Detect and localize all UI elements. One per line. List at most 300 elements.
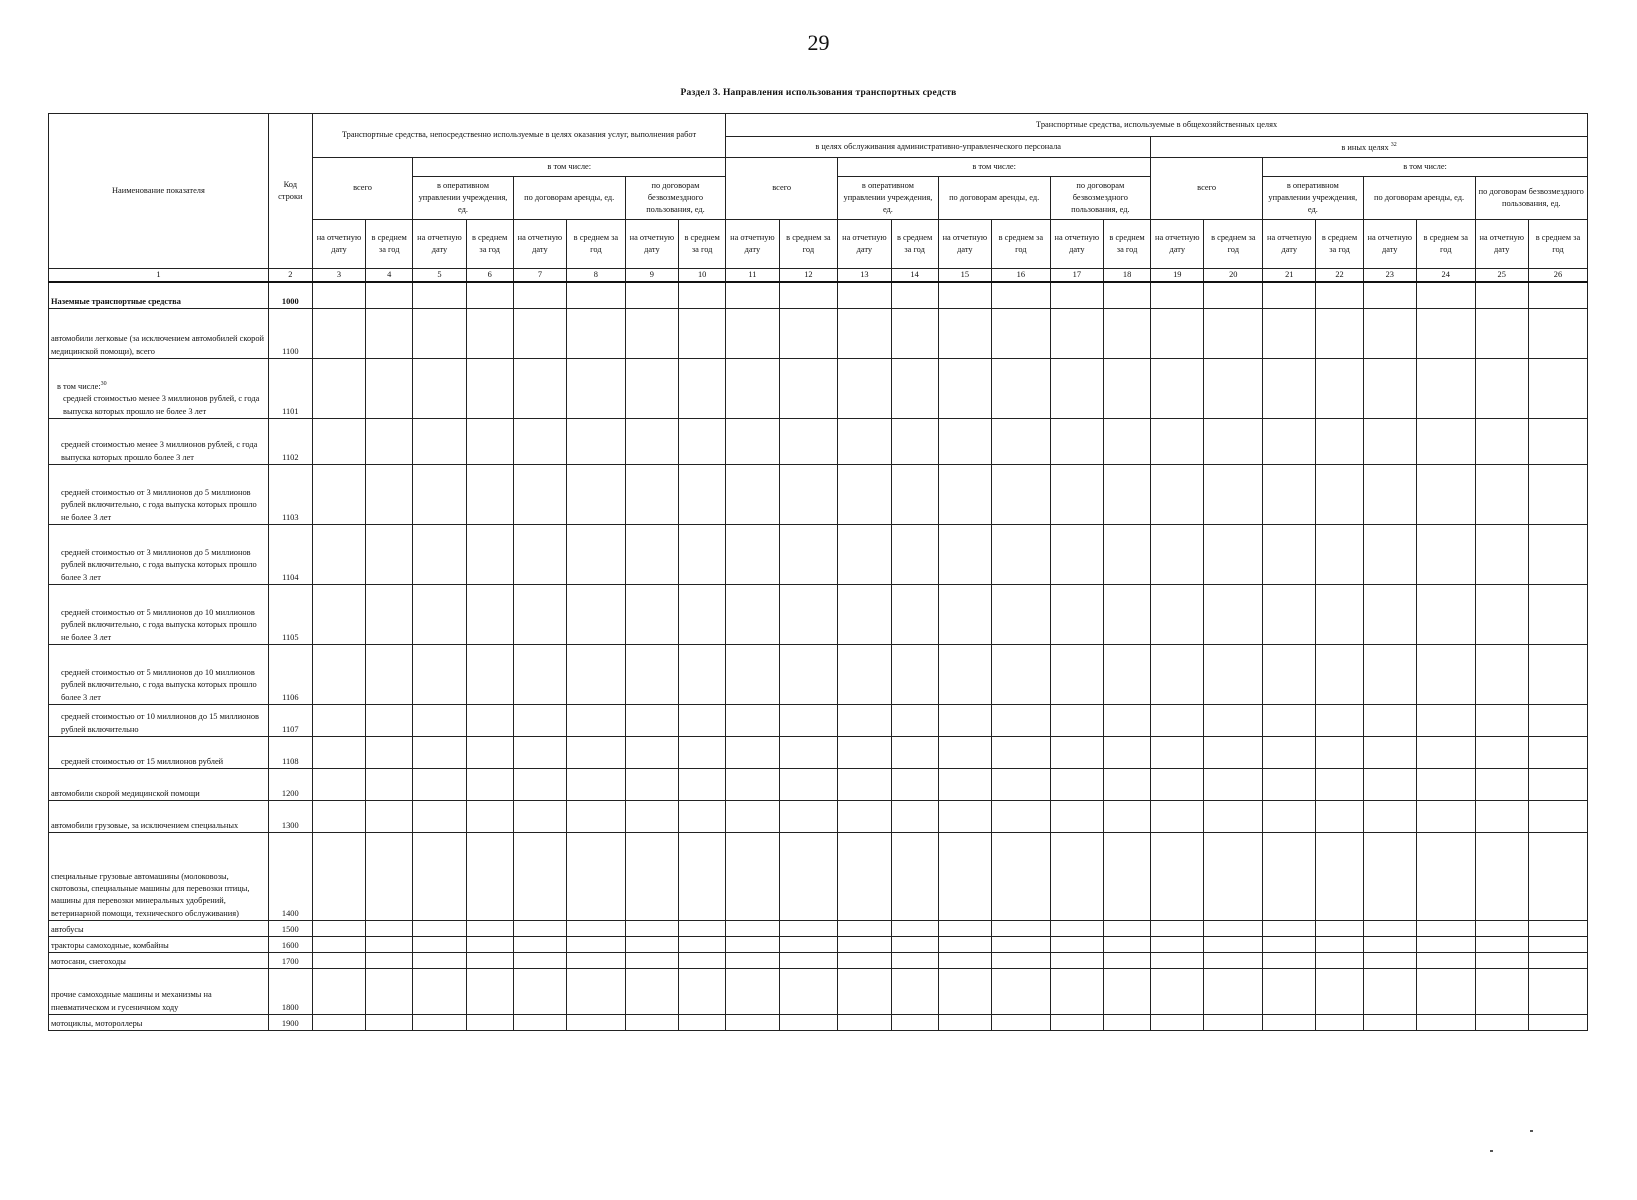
value-cell[interactable] <box>513 952 566 968</box>
value-cell[interactable] <box>1050 832 1103 920</box>
value-cell[interactable] <box>1151 1014 1204 1030</box>
value-cell[interactable] <box>1104 308 1151 358</box>
value-cell[interactable] <box>1151 704 1204 736</box>
value-cell[interactable] <box>366 644 413 704</box>
value-cell[interactable] <box>891 936 938 952</box>
value-cell[interactable] <box>1363 644 1416 704</box>
value-cell[interactable] <box>891 832 938 920</box>
value-cell[interactable] <box>679 1014 726 1030</box>
value-cell[interactable] <box>838 968 891 1014</box>
value-cell[interactable] <box>466 800 513 832</box>
value-cell[interactable] <box>726 952 779 968</box>
value-cell[interactable] <box>312 704 365 736</box>
value-cell[interactable] <box>891 736 938 768</box>
value-cell[interactable] <box>838 464 891 524</box>
value-cell[interactable] <box>1416 584 1475 644</box>
value-cell[interactable] <box>1475 920 1528 936</box>
value-cell[interactable] <box>312 1014 365 1030</box>
value-cell[interactable] <box>992 768 1051 800</box>
value-cell[interactable] <box>1263 952 1316 968</box>
value-cell[interactable] <box>567 524 626 584</box>
value-cell[interactable] <box>1316 832 1363 920</box>
value-cell[interactable] <box>312 464 365 524</box>
value-cell[interactable] <box>1475 1014 1528 1030</box>
value-cell[interactable] <box>1316 968 1363 1014</box>
value-cell[interactable] <box>1263 524 1316 584</box>
value-cell[interactable] <box>1050 1014 1103 1030</box>
value-cell[interactable] <box>1363 800 1416 832</box>
value-cell[interactable] <box>891 308 938 358</box>
value-cell[interactable] <box>466 832 513 920</box>
value-cell[interactable] <box>1528 1014 1587 1030</box>
value-cell[interactable] <box>466 358 513 418</box>
value-cell[interactable] <box>891 1014 938 1030</box>
value-cell[interactable] <box>679 282 726 308</box>
value-cell[interactable] <box>726 418 779 464</box>
value-cell[interactable] <box>779 308 838 358</box>
value-cell[interactable] <box>466 282 513 308</box>
value-cell[interactable] <box>1204 358 1263 418</box>
value-cell[interactable] <box>513 736 566 768</box>
value-cell[interactable] <box>312 418 365 464</box>
value-cell[interactable] <box>1204 952 1263 968</box>
value-cell[interactable] <box>1263 936 1316 952</box>
value-cell[interactable] <box>366 768 413 800</box>
value-cell[interactable] <box>1204 768 1263 800</box>
value-cell[interactable] <box>466 920 513 936</box>
value-cell[interactable] <box>838 358 891 418</box>
value-cell[interactable] <box>1104 282 1151 308</box>
value-cell[interactable] <box>1050 644 1103 704</box>
value-cell[interactable] <box>838 832 891 920</box>
value-cell[interactable] <box>366 952 413 968</box>
value-cell[interactable] <box>992 644 1051 704</box>
value-cell[interactable] <box>366 1014 413 1030</box>
value-cell[interactable] <box>1204 524 1263 584</box>
value-cell[interactable] <box>366 832 413 920</box>
value-cell[interactable] <box>312 936 365 952</box>
value-cell[interactable] <box>567 1014 626 1030</box>
value-cell[interactable] <box>625 920 678 936</box>
value-cell[interactable] <box>1104 936 1151 952</box>
value-cell[interactable] <box>938 952 991 968</box>
value-cell[interactable] <box>513 464 566 524</box>
value-cell[interactable] <box>567 282 626 308</box>
value-cell[interactable] <box>1475 952 1528 968</box>
value-cell[interactable] <box>779 464 838 524</box>
value-cell[interactable] <box>1416 736 1475 768</box>
value-cell[interactable] <box>1263 704 1316 736</box>
value-cell[interactable] <box>838 920 891 936</box>
value-cell[interactable] <box>413 936 466 952</box>
value-cell[interactable] <box>1363 920 1416 936</box>
value-cell[interactable] <box>992 418 1051 464</box>
value-cell[interactable] <box>1104 464 1151 524</box>
value-cell[interactable] <box>779 936 838 952</box>
value-cell[interactable] <box>779 832 838 920</box>
value-cell[interactable] <box>679 952 726 968</box>
value-cell[interactable] <box>312 952 365 968</box>
value-cell[interactable] <box>992 584 1051 644</box>
value-cell[interactable] <box>1204 464 1263 524</box>
value-cell[interactable] <box>625 800 678 832</box>
value-cell[interactable] <box>513 768 566 800</box>
value-cell[interactable] <box>1416 358 1475 418</box>
value-cell[interactable] <box>312 524 365 584</box>
value-cell[interactable] <box>413 358 466 418</box>
value-cell[interactable] <box>938 282 991 308</box>
value-cell[interactable] <box>567 418 626 464</box>
value-cell[interactable] <box>1104 968 1151 1014</box>
value-cell[interactable] <box>1475 800 1528 832</box>
value-cell[interactable] <box>312 736 365 768</box>
value-cell[interactable] <box>938 358 991 418</box>
value-cell[interactable] <box>1316 952 1363 968</box>
value-cell[interactable] <box>1151 800 1204 832</box>
value-cell[interactable] <box>838 524 891 584</box>
value-cell[interactable] <box>838 936 891 952</box>
value-cell[interactable] <box>567 968 626 1014</box>
value-cell[interactable] <box>1316 768 1363 800</box>
value-cell[interactable] <box>413 800 466 832</box>
value-cell[interactable] <box>891 524 938 584</box>
value-cell[interactable] <box>992 920 1051 936</box>
value-cell[interactable] <box>1204 736 1263 768</box>
value-cell[interactable] <box>938 584 991 644</box>
value-cell[interactable] <box>1104 644 1151 704</box>
value-cell[interactable] <box>1204 968 1263 1014</box>
value-cell[interactable] <box>413 308 466 358</box>
value-cell[interactable] <box>779 358 838 418</box>
value-cell[interactable] <box>891 952 938 968</box>
value-cell[interactable] <box>625 1014 678 1030</box>
value-cell[interactable] <box>992 282 1051 308</box>
value-cell[interactable] <box>1204 584 1263 644</box>
value-cell[interactable] <box>413 952 466 968</box>
value-cell[interactable] <box>413 282 466 308</box>
value-cell[interactable] <box>625 832 678 920</box>
value-cell[interactable] <box>1363 1014 1416 1030</box>
value-cell[interactable] <box>1363 464 1416 524</box>
value-cell[interactable] <box>891 358 938 418</box>
value-cell[interactable] <box>1104 832 1151 920</box>
value-cell[interactable] <box>938 644 991 704</box>
value-cell[interactable] <box>1475 644 1528 704</box>
value-cell[interactable] <box>1263 282 1316 308</box>
value-cell[interactable] <box>625 308 678 358</box>
value-cell[interactable] <box>1363 704 1416 736</box>
value-cell[interactable] <box>779 704 838 736</box>
value-cell[interactable] <box>312 800 365 832</box>
value-cell[interactable] <box>312 768 365 800</box>
value-cell[interactable] <box>513 358 566 418</box>
value-cell[interactable] <box>1363 308 1416 358</box>
value-cell[interactable] <box>1050 524 1103 584</box>
value-cell[interactable] <box>567 704 626 736</box>
value-cell[interactable] <box>413 920 466 936</box>
value-cell[interactable] <box>413 704 466 736</box>
value-cell[interactable] <box>312 584 365 644</box>
value-cell[interactable] <box>1416 704 1475 736</box>
value-cell[interactable] <box>1475 358 1528 418</box>
value-cell[interactable] <box>838 1014 891 1030</box>
value-cell[interactable] <box>938 1014 991 1030</box>
value-cell[interactable] <box>679 936 726 952</box>
value-cell[interactable] <box>366 282 413 308</box>
value-cell[interactable] <box>1050 768 1103 800</box>
value-cell[interactable] <box>891 644 938 704</box>
value-cell[interactable] <box>992 464 1051 524</box>
value-cell[interactable] <box>679 464 726 524</box>
value-cell[interactable] <box>1528 308 1587 358</box>
value-cell[interactable] <box>1475 768 1528 800</box>
value-cell[interactable] <box>1204 418 1263 464</box>
value-cell[interactable] <box>366 736 413 768</box>
value-cell[interactable] <box>366 308 413 358</box>
value-cell[interactable] <box>1528 736 1587 768</box>
value-cell[interactable] <box>1151 584 1204 644</box>
value-cell[interactable] <box>679 920 726 936</box>
value-cell[interactable] <box>1151 308 1204 358</box>
value-cell[interactable] <box>1416 464 1475 524</box>
value-cell[interactable] <box>625 358 678 418</box>
value-cell[interactable] <box>726 644 779 704</box>
value-cell[interactable] <box>726 736 779 768</box>
value-cell[interactable] <box>413 644 466 704</box>
value-cell[interactable] <box>992 968 1051 1014</box>
value-cell[interactable] <box>1528 832 1587 920</box>
value-cell[interactable] <box>1050 308 1103 358</box>
value-cell[interactable] <box>1050 584 1103 644</box>
value-cell[interactable] <box>938 768 991 800</box>
value-cell[interactable] <box>891 968 938 1014</box>
value-cell[interactable] <box>312 282 365 308</box>
value-cell[interactable] <box>625 584 678 644</box>
value-cell[interactable] <box>1151 736 1204 768</box>
value-cell[interactable] <box>1316 282 1363 308</box>
value-cell[interactable] <box>779 282 838 308</box>
value-cell[interactable] <box>838 768 891 800</box>
value-cell[interactable] <box>466 952 513 968</box>
value-cell[interactable] <box>1528 418 1587 464</box>
value-cell[interactable] <box>891 920 938 936</box>
value-cell[interactable] <box>1416 644 1475 704</box>
value-cell[interactable] <box>625 524 678 584</box>
value-cell[interactable] <box>1316 308 1363 358</box>
value-cell[interactable] <box>1416 936 1475 952</box>
value-cell[interactable] <box>413 832 466 920</box>
value-cell[interactable] <box>891 704 938 736</box>
value-cell[interactable] <box>513 1014 566 1030</box>
value-cell[interactable] <box>726 704 779 736</box>
value-cell[interactable] <box>992 952 1051 968</box>
value-cell[interactable] <box>366 464 413 524</box>
value-cell[interactable] <box>1263 800 1316 832</box>
value-cell[interactable] <box>513 832 566 920</box>
value-cell[interactable] <box>779 584 838 644</box>
value-cell[interactable] <box>726 584 779 644</box>
value-cell[interactable] <box>413 968 466 1014</box>
value-cell[interactable] <box>679 800 726 832</box>
value-cell[interactable] <box>1475 308 1528 358</box>
value-cell[interactable] <box>1475 282 1528 308</box>
value-cell[interactable] <box>567 736 626 768</box>
value-cell[interactable] <box>679 524 726 584</box>
value-cell[interactable] <box>1104 768 1151 800</box>
value-cell[interactable] <box>1316 704 1363 736</box>
value-cell[interactable] <box>1050 282 1103 308</box>
value-cell[interactable] <box>466 308 513 358</box>
value-cell[interactable] <box>1528 968 1587 1014</box>
value-cell[interactable] <box>366 920 413 936</box>
value-cell[interactable] <box>1475 464 1528 524</box>
value-cell[interactable] <box>1316 920 1363 936</box>
value-cell[interactable] <box>779 920 838 936</box>
value-cell[interactable] <box>1151 832 1204 920</box>
value-cell[interactable] <box>513 282 566 308</box>
value-cell[interactable] <box>1363 418 1416 464</box>
value-cell[interactable] <box>567 464 626 524</box>
value-cell[interactable] <box>938 920 991 936</box>
value-cell[interactable] <box>1416 920 1475 936</box>
value-cell[interactable] <box>366 800 413 832</box>
value-cell[interactable] <box>726 800 779 832</box>
value-cell[interactable] <box>1316 464 1363 524</box>
value-cell[interactable] <box>1104 704 1151 736</box>
value-cell[interactable] <box>513 584 566 644</box>
value-cell[interactable] <box>1528 952 1587 968</box>
value-cell[interactable] <box>1050 936 1103 952</box>
value-cell[interactable] <box>1475 736 1528 768</box>
value-cell[interactable] <box>1104 736 1151 768</box>
value-cell[interactable] <box>625 952 678 968</box>
value-cell[interactable] <box>1263 584 1316 644</box>
value-cell[interactable] <box>1263 644 1316 704</box>
value-cell[interactable] <box>1151 920 1204 936</box>
value-cell[interactable] <box>1151 418 1204 464</box>
value-cell[interactable] <box>1263 736 1316 768</box>
value-cell[interactable] <box>366 936 413 952</box>
value-cell[interactable] <box>466 936 513 952</box>
value-cell[interactable] <box>1416 308 1475 358</box>
value-cell[interactable] <box>366 584 413 644</box>
value-cell[interactable] <box>1316 584 1363 644</box>
value-cell[interactable] <box>1263 1014 1316 1030</box>
value-cell[interactable] <box>567 800 626 832</box>
value-cell[interactable] <box>1416 800 1475 832</box>
value-cell[interactable] <box>312 832 365 920</box>
value-cell[interactable] <box>413 736 466 768</box>
value-cell[interactable] <box>466 968 513 1014</box>
value-cell[interactable] <box>779 644 838 704</box>
value-cell[interactable] <box>1204 800 1263 832</box>
value-cell[interactable] <box>1528 464 1587 524</box>
value-cell[interactable] <box>466 524 513 584</box>
value-cell[interactable] <box>1104 800 1151 832</box>
value-cell[interactable] <box>1528 768 1587 800</box>
value-cell[interactable] <box>1204 832 1263 920</box>
value-cell[interactable] <box>567 584 626 644</box>
value-cell[interactable] <box>1050 464 1103 524</box>
value-cell[interactable] <box>679 358 726 418</box>
value-cell[interactable] <box>992 936 1051 952</box>
value-cell[interactable] <box>625 418 678 464</box>
value-cell[interactable] <box>1416 832 1475 920</box>
value-cell[interactable] <box>779 1014 838 1030</box>
value-cell[interactable] <box>1151 936 1204 952</box>
value-cell[interactable] <box>891 800 938 832</box>
value-cell[interactable] <box>1151 644 1204 704</box>
value-cell[interactable] <box>1528 524 1587 584</box>
value-cell[interactable] <box>366 418 413 464</box>
value-cell[interactable] <box>938 524 991 584</box>
value-cell[interactable] <box>625 936 678 952</box>
value-cell[interactable] <box>1475 704 1528 736</box>
value-cell[interactable] <box>779 418 838 464</box>
value-cell[interactable] <box>992 524 1051 584</box>
value-cell[interactable] <box>1528 704 1587 736</box>
value-cell[interactable] <box>1475 418 1528 464</box>
value-cell[interactable] <box>1050 920 1103 936</box>
value-cell[interactable] <box>1363 952 1416 968</box>
value-cell[interactable] <box>1151 358 1204 418</box>
value-cell[interactable] <box>625 464 678 524</box>
value-cell[interactable] <box>1416 968 1475 1014</box>
value-cell[interactable] <box>1416 524 1475 584</box>
value-cell[interactable] <box>1416 1014 1475 1030</box>
value-cell[interactable] <box>513 800 566 832</box>
value-cell[interactable] <box>1363 768 1416 800</box>
value-cell[interactable] <box>366 358 413 418</box>
value-cell[interactable] <box>679 418 726 464</box>
value-cell[interactable] <box>1316 736 1363 768</box>
value-cell[interactable] <box>466 704 513 736</box>
value-cell[interactable] <box>838 308 891 358</box>
value-cell[interactable] <box>1263 968 1316 1014</box>
value-cell[interactable] <box>312 644 365 704</box>
value-cell[interactable] <box>1316 936 1363 952</box>
value-cell[interactable] <box>567 832 626 920</box>
value-cell[interactable] <box>1050 736 1103 768</box>
value-cell[interactable] <box>466 418 513 464</box>
value-cell[interactable] <box>679 704 726 736</box>
value-cell[interactable] <box>1316 418 1363 464</box>
value-cell[interactable] <box>1316 524 1363 584</box>
value-cell[interactable] <box>466 768 513 800</box>
value-cell[interactable] <box>312 920 365 936</box>
value-cell[interactable] <box>1263 920 1316 936</box>
value-cell[interactable] <box>679 644 726 704</box>
value-cell[interactable] <box>1416 768 1475 800</box>
value-cell[interactable] <box>1416 282 1475 308</box>
value-cell[interactable] <box>1104 1014 1151 1030</box>
value-cell[interactable] <box>312 358 365 418</box>
value-cell[interactable] <box>1104 920 1151 936</box>
value-cell[interactable] <box>779 968 838 1014</box>
value-cell[interactable] <box>992 358 1051 418</box>
value-cell[interactable] <box>1363 358 1416 418</box>
value-cell[interactable] <box>466 584 513 644</box>
value-cell[interactable] <box>1528 358 1587 418</box>
value-cell[interactable] <box>513 644 566 704</box>
value-cell[interactable] <box>567 644 626 704</box>
value-cell[interactable] <box>679 736 726 768</box>
value-cell[interactable] <box>779 800 838 832</box>
value-cell[interactable] <box>1263 464 1316 524</box>
value-cell[interactable] <box>1263 358 1316 418</box>
value-cell[interactable] <box>513 920 566 936</box>
value-cell[interactable] <box>726 358 779 418</box>
